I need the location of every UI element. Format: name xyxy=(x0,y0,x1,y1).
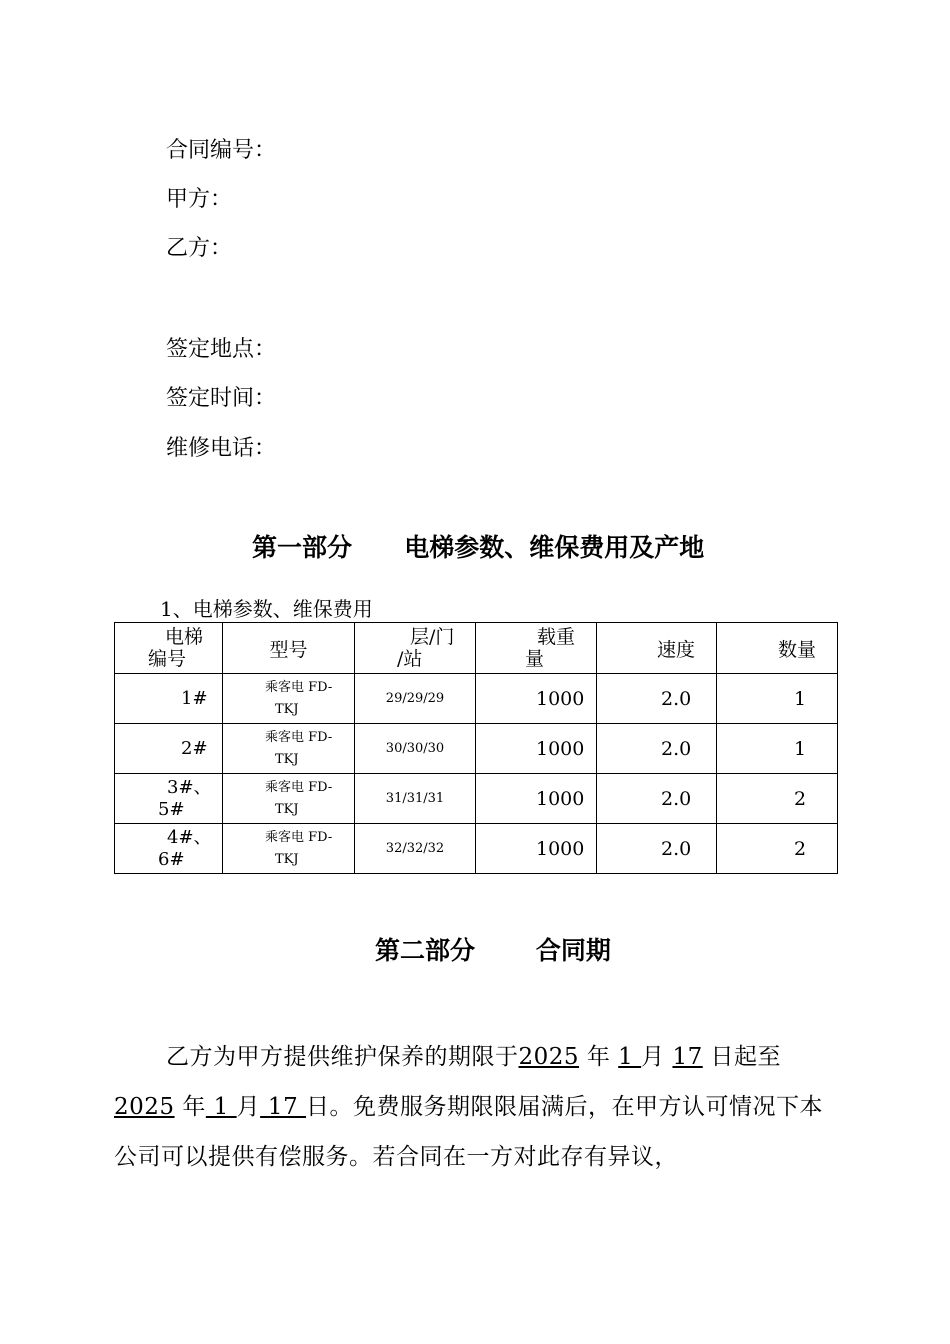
part2-heading: 第二部分 合同期 xyxy=(375,936,611,965)
cell-qty: 2 xyxy=(717,824,838,874)
cell-qty: 1 xyxy=(717,724,838,774)
part1-heading: 第一部分 电梯参数、维保费用及产地 xyxy=(252,533,705,562)
cell-model: 乘客电 FD- TKJ xyxy=(223,824,355,874)
cell-speed: 2.0 xyxy=(597,724,717,774)
cell-model: 乘客电 FD- TKJ xyxy=(223,724,355,774)
cell-speed: 2.0 xyxy=(597,824,717,874)
elevator-table xyxy=(114,622,838,874)
cell-qty: 1 xyxy=(717,674,838,724)
party-b-label: 乙方： xyxy=(166,236,233,261)
contract-no-label: 合同编号： xyxy=(166,138,277,163)
cell-model: 乘客电 FD- TKJ xyxy=(223,774,355,824)
cell-speed: 2.0 xyxy=(597,774,717,824)
cell-model: 乘客电 FD- TKJ xyxy=(223,674,355,724)
cell-elevator-no: 3#、 5# xyxy=(115,774,223,824)
start-month: 1 xyxy=(618,1044,642,1070)
cell-elevator-no: 1# xyxy=(115,674,223,724)
cell-speed: 2.0 xyxy=(597,674,717,724)
table-row xyxy=(115,724,838,774)
sign-place-label: 签定地点： xyxy=(166,337,277,362)
cell-load: 1000 xyxy=(476,824,597,874)
cell-load: 1000 xyxy=(476,724,597,774)
header-load: 载重 量 xyxy=(476,623,597,674)
header-speed: 速度 xyxy=(597,623,717,674)
cell-load: 1000 xyxy=(476,674,597,724)
cell-load: 1000 xyxy=(476,774,597,824)
contract-term-paragraph: 乙方为甲方提供维护保养的期限于2025 年 1 月 17 日起至 2025 年 1 月 17 日。免费服务期限限届满后，在甲方认可情况下本公司可以提供有偿服务。若合同在一方对此存有异议， xyxy=(114,1044,824,1170)
table-header-row xyxy=(115,623,838,674)
cell-floors: 31/31/31 xyxy=(355,774,476,824)
header-floor: 层/门 /站 xyxy=(355,623,476,674)
table-row xyxy=(115,824,838,874)
part1-subheading: 1、电梯参数、维保费用 xyxy=(160,597,373,621)
start-day: 17 xyxy=(672,1044,703,1070)
cell-elevator-no: 4#、 6# xyxy=(115,824,223,874)
table-row xyxy=(115,774,838,824)
end-month: 1 xyxy=(205,1094,237,1120)
cell-elevator-no: 2# xyxy=(115,724,223,774)
cell-qty: 2 xyxy=(717,774,838,824)
end-year: 2025 xyxy=(114,1094,175,1120)
repair-phone-label: 维修电话： xyxy=(166,436,277,461)
end-day: 17 xyxy=(260,1094,307,1120)
start-year: 2025 xyxy=(518,1044,580,1070)
cell-floors: 29/29/29 xyxy=(355,674,476,724)
header-no: 电梯 编号 xyxy=(115,623,223,674)
header-qty: 数量 xyxy=(717,623,838,674)
cell-floors: 30/30/30 xyxy=(355,724,476,774)
header-model: 型号 xyxy=(223,623,355,674)
sign-time-label: 签定时间： xyxy=(166,386,277,411)
cell-floors: 32/32/32 xyxy=(355,824,476,874)
party-a-label: 甲方： xyxy=(166,187,233,212)
table-row xyxy=(115,674,838,724)
